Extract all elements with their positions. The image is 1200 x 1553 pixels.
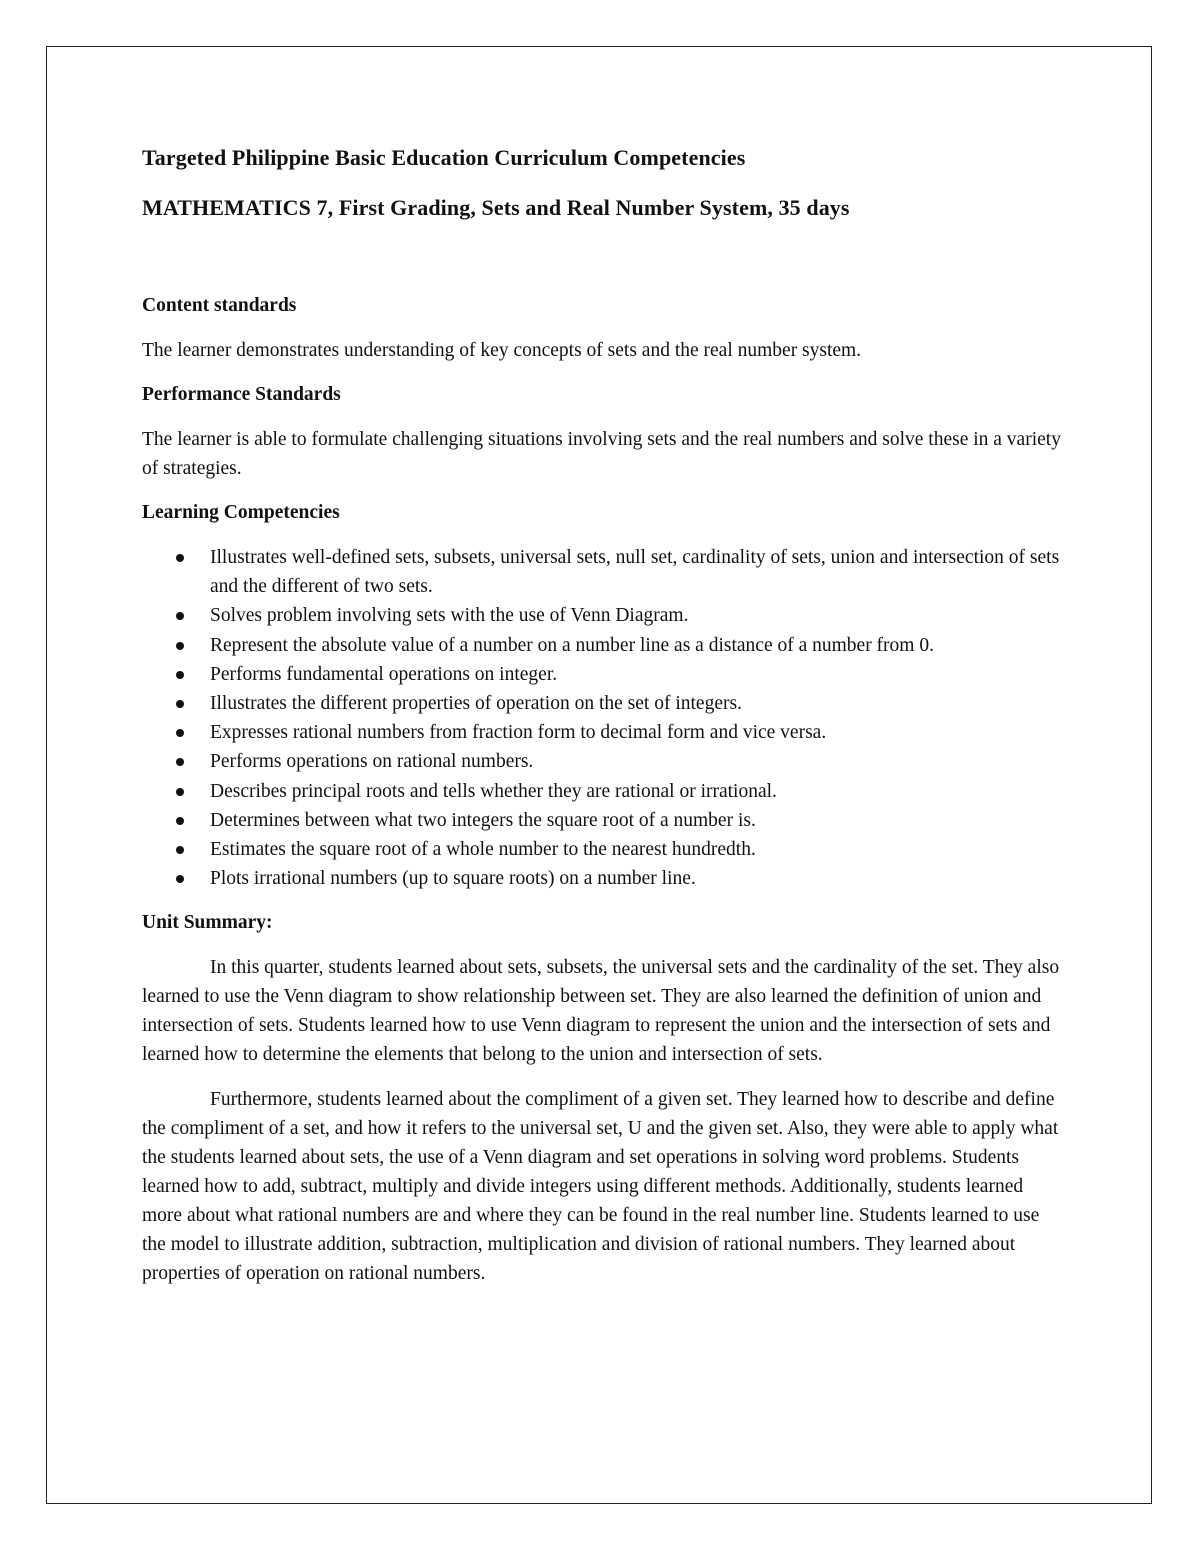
list-item [142,835,1062,864]
bullet-icon [176,671,184,679]
list-item [142,689,1062,718]
bullet-icon [176,642,184,650]
list-item [142,806,1062,835]
bullet-icon [176,729,184,737]
list-item-text: Illustrates the different properties of operation on the set of integers. [210,693,742,715]
bullet-icon [176,817,184,825]
list-item [142,543,1062,601]
list-item-text: Performs operations on rational numbers. [210,751,534,773]
performance-standards-text: The learner is able to formulate challenging situations involving sets and the real numbers and solve these in a variety of strategies. [142,429,1061,479]
bullet-icon [176,700,184,708]
learning-competencies-list [142,543,1062,893]
list-item [142,718,1062,747]
list-item-text: Represent the absolute value of a number on a number line as a distance of a number from 0. [210,634,934,656]
document-title: Targeted Philippine Basic Education Curriculum Competencies [142,145,746,170]
list-item [142,864,1062,893]
performance-standards-heading: Performance Standards [142,384,341,405]
bullet-icon [176,846,184,854]
list-item-text: Plots irrational numbers (up to square roots) on a number line. [210,868,696,890]
list-item-text: Determines between what two integers the square root of a number is. [210,809,756,831]
list-item-text: Performs fundamental operations on integer. [210,663,558,685]
document-body [142,142,1062,1304]
list-item-text: Expresses rational numbers from fraction form to decimal form and vice versa. [210,722,827,744]
bullet-icon [176,788,184,796]
list-item [142,631,1062,660]
list-item [142,777,1062,806]
bullet-icon [176,554,184,562]
content-standards-text: The learner demonstrates understanding of key concepts of sets and the real number system. [142,340,862,361]
list-item-text: Illustrates well-defined sets, subsets, universal sets, null set, cardinality of sets, union and intersection of sets and the different of two sets. [210,547,1060,598]
list-item [142,601,1062,630]
bullet-icon [176,875,184,883]
list-item-text: Describes principal roots and tells whether they are rational or irrational. [210,780,777,802]
unit-summary-heading: Unit Summary: [142,912,273,934]
list-item [142,747,1062,776]
unit-summary-paragraph-1: In this quarter, students learned about sets, subsets, the universal sets and the cardinality of the set. They also learned to use the Venn diagram to show relationship between set. They are also learned the definition of union and intersection of sets. Students learned how to use Venn diagram to represent the union and the intersection of sets and learned how to determine the elements that belong to the union and intersection of sets. [142,957,1060,1066]
bullet-icon [176,758,184,766]
learning-competencies-heading: Learning Competencies [142,502,340,523]
content-standards-heading: Content standards [142,295,297,316]
list-item-text: Estimates the square root of a whole number to the nearest hundredth. [210,839,756,861]
bullet-icon [176,612,184,620]
unit-summary-paragraph-2: Furthermore, students learned about the compliment of a given set. They learned how to describe and define the compliment of a set, and how it refers to the universal set, U and the given set. Also, they were able to apply what the students learned about sets, the use of a Venn diagram and set operations in solving word problems. Students learned how to add, subtract, multiply and divide integers using different methods. Additionally, students learned more about what rational numbers are and where they can be found in the real number line. Students learned to use the model to illustrate addition, subtraction, multiplication and division of rational numbers. They learned about properties of operation on rational numbers. [142,1089,1059,1285]
list-item [142,660,1062,689]
list-item-text: Solves problem involving sets with the use of Venn Diagram. [210,605,689,627]
document-subtitle: MATHEMATICS 7, First Grading, Sets and Real Number System, 35 days [142,195,850,220]
